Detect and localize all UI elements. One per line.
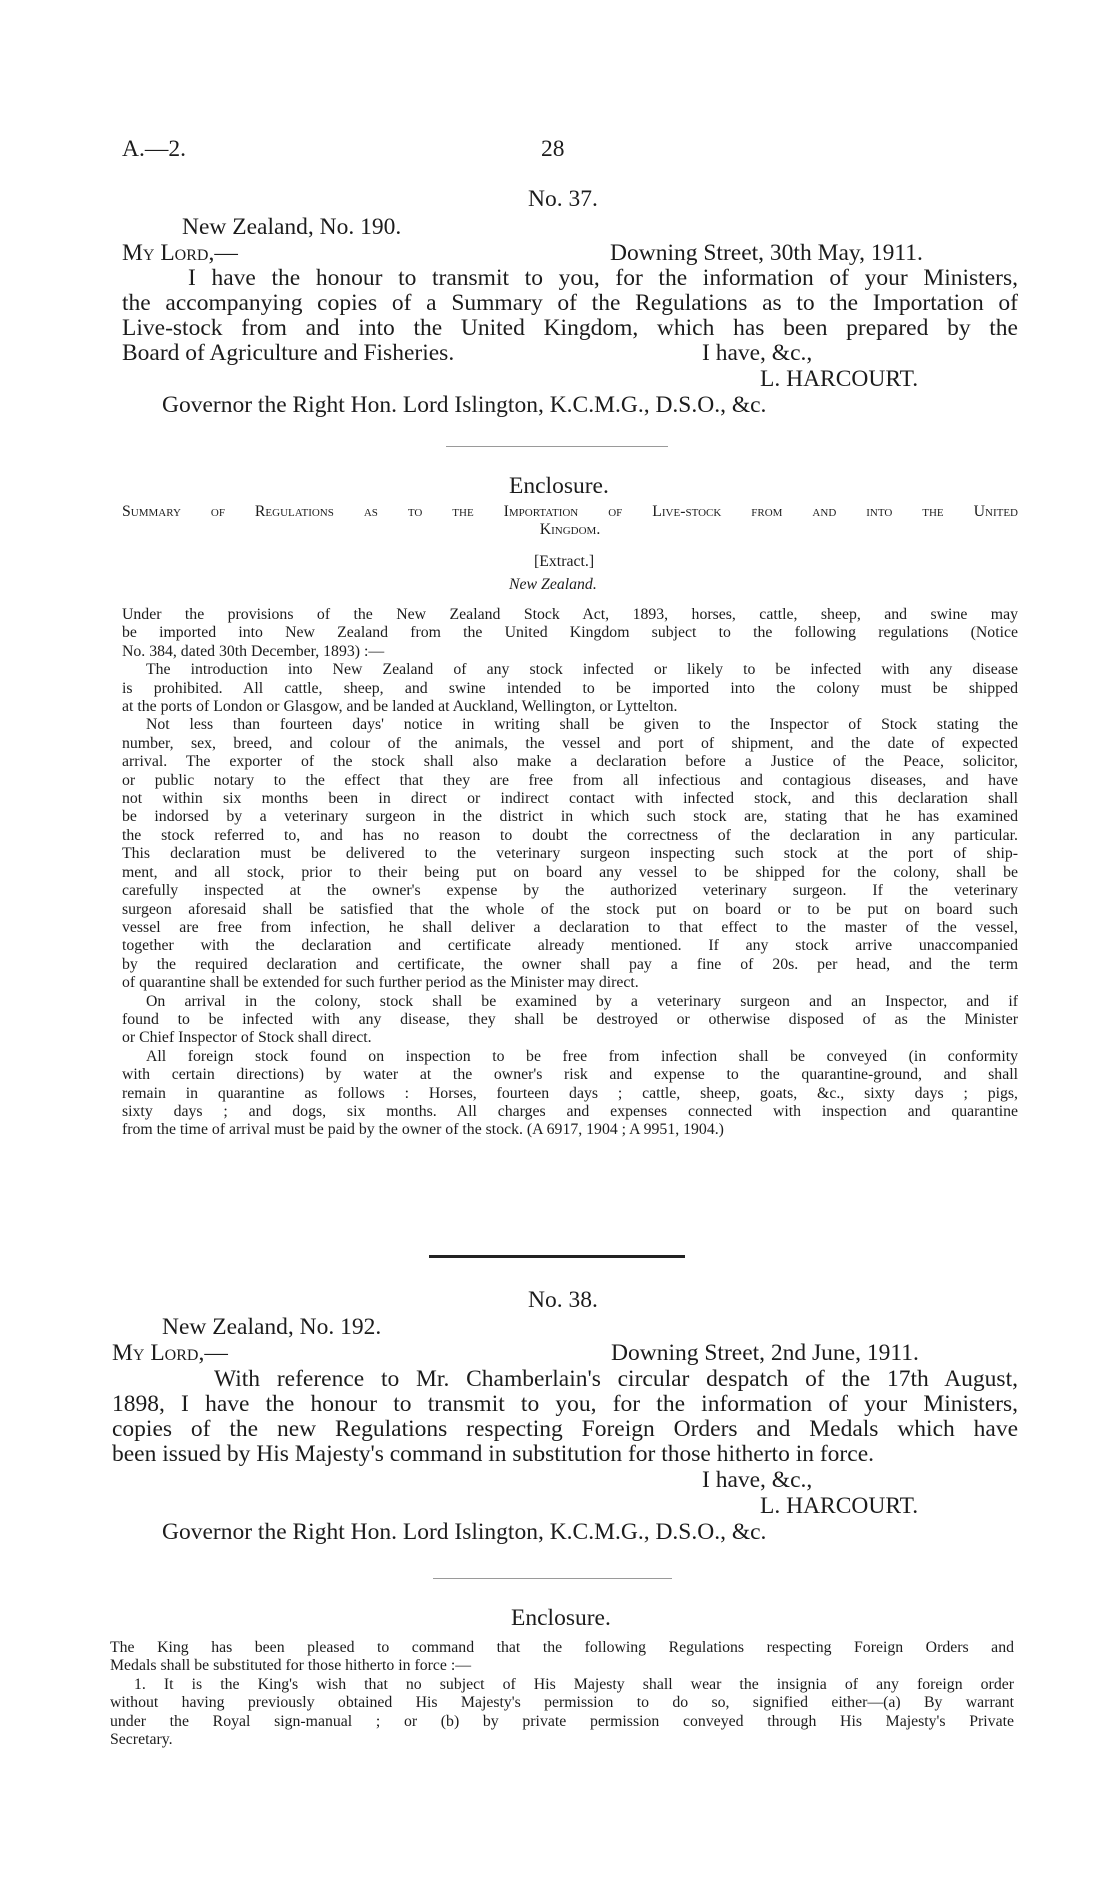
letter-37-addressee: Governor the Right Hon. Lord Islington, K.C.M.G., D.S.O., &c. bbox=[162, 392, 767, 418]
letter-37-signature: L. HARCOURT. bbox=[760, 366, 919, 392]
enclosure-1-heading: Enclosure. bbox=[509, 473, 609, 499]
letter-38-number: No. 38. bbox=[528, 1287, 598, 1313]
section-divider-thick bbox=[429, 1255, 685, 1258]
text-line: No. 384, dated 30th December, 1893) :— bbox=[122, 642, 385, 660]
page-number: 28 bbox=[541, 136, 565, 162]
text-line: Secretary. bbox=[110, 1731, 173, 1749]
letter-38-addressee: Governor the Right Hon. Lord Islington, K.C.M.G., D.S.O., &c. bbox=[162, 1519, 767, 1545]
enclosure-1-text bbox=[122, 606, 1018, 1140]
letter-38-body bbox=[112, 1367, 1018, 1442]
text-line: 1. It is the King's wish that no subject of His Majesty shall wear the insignia of any foreign order bbox=[134, 1675, 1014, 1693]
letter-38-signature: L. HARCOURT. bbox=[760, 1493, 919, 1519]
enclosure-2-text bbox=[110, 1639, 1014, 1749]
letter-38-last-line: been issued by His Majesty's command in substitution for those hitherto in force. bbox=[112, 1441, 874, 1467]
text-line: or Chief Inspector of Stock shall direct. bbox=[122, 1029, 372, 1047]
body-line: I have the honour to transmit to you, for the information of your Ministers, bbox=[188, 265, 1018, 291]
paragraph bbox=[122, 716, 1018, 992]
letter-37-last-line: Board of Agriculture and Fisheries. bbox=[122, 340, 455, 366]
letter-38-place-date: Downing Street, 2nd June, 1911. bbox=[611, 1340, 919, 1366]
text-line: All foreign stock found on inspection to be free from infection shall be conveyed (in conformity bbox=[146, 1047, 1018, 1065]
enclosure-1-subtitle: New Zealand. bbox=[509, 576, 597, 593]
text-line: from the time of arrival must be paid by the owner of the stock. (A 6917, 1904 ; A 9951, 1904.) bbox=[122, 1121, 724, 1139]
text-line: be imported into New Zealand from the United Kingdom subject to the following regulations (Notice bbox=[122, 624, 1018, 642]
paragraph bbox=[110, 1676, 1014, 1750]
paragraph bbox=[110, 1639, 1014, 1676]
text-line: remain in quarantine as follows : Horses, fourteen days ; cattle, sheep, goats, &c., sixty days ; pigs, bbox=[122, 1084, 1018, 1102]
document-reference: A.—2. bbox=[122, 136, 186, 162]
text-line: The King has been pleased to command that the following Regulations respecting Foreign Orders and bbox=[110, 1639, 1014, 1656]
text-line: This declaration must be delivered to the veterinary surgeon inspecting such stock at the port of ship- bbox=[122, 845, 1018, 863]
text-line: arrival. The exporter of the stock shall also make a declaration before a Justice of the Peace, solicitor, bbox=[122, 753, 1018, 771]
body-line: Live-stock from and into the United Kingdom, which has been prepared by the bbox=[122, 315, 1018, 341]
text-line: the stock referred to, and has no reason to doubt the correctness of the declaration in any particular. bbox=[122, 826, 1018, 844]
letter-37-ref: New Zealand, No. 190. bbox=[182, 214, 402, 240]
text-line: is prohibited. All cattle, sheep, and swine intended to be imported into the colony must be shipped bbox=[122, 679, 1018, 697]
letter-38-ref: New Zealand, No. 192. bbox=[162, 1314, 382, 1340]
text-line: not within six months been in direct or indirect contact with infected stock, and this declaration shall bbox=[122, 790, 1018, 808]
letter-38-salutation: My Lord,— bbox=[112, 1340, 228, 1366]
text-line: found to be infected with any disease, they shall be destroyed or otherwise disposed of as the Minister bbox=[122, 1010, 1018, 1028]
body-line: the accompanying copies of a Summary of the Regulations as to the Importation of bbox=[122, 290, 1018, 316]
text-line: Under the provisions of the New Zealand Stock Act, 1893, horses, cattle, sheep, and swine may bbox=[122, 606, 1018, 623]
letter-37-place-date: Downing Street, 30th May, 1911. bbox=[610, 240, 923, 266]
text-line: surgeon aforesaid shall be satisfied that the whole of the stock put on board or to be put on board such bbox=[122, 900, 1018, 918]
enclosure-2-heading: Enclosure. bbox=[511, 1605, 611, 1631]
text-line: The introduction into New Zealand of any stock infected or likely to be infected with any disease bbox=[146, 661, 1018, 679]
paragraph bbox=[122, 1048, 1018, 1140]
text-line: by the required declaration and certificate, the owner shall pay a fine of 20s. per head, and the term bbox=[122, 955, 1018, 973]
text-line: or public notary to the effect that they are free from all infectious and contagious diseases, and have bbox=[122, 771, 1018, 789]
section-divider bbox=[446, 446, 668, 447]
title-line: Kingdom. bbox=[539, 521, 601, 539]
text-line: ment, and all stock, prior to their being put on board any vessel to be shipped for the colony, shall be bbox=[122, 863, 1018, 881]
text-line: Not less than fourteen days' notice in writing shall be given to the Inspector of Stock stating the bbox=[146, 716, 1018, 734]
paragraph bbox=[122, 661, 1018, 716]
section-divider bbox=[433, 1578, 672, 1579]
text-line: at the ports of London or Glasgow, and be landed at Auckland, Wellington, or Lyttelton. bbox=[122, 698, 678, 716]
letter-37-closing: I have, &c., bbox=[702, 340, 813, 366]
enclosure-1-title bbox=[122, 503, 1018, 540]
text-line: together with the declaration and certificate already mentioned. If any stock arrive unaccompanied bbox=[122, 937, 1018, 955]
enclosure-1-extract: [Extract.] bbox=[534, 553, 595, 570]
text-line: with certain directions) by water at the owner's risk and expense to the quarantine-ground, and shall bbox=[122, 1066, 1018, 1084]
letter-37-body bbox=[122, 266, 1018, 341]
text-line: sixty days ; and dogs, six months. All charges and expenses connected with inspection and quarantine bbox=[122, 1102, 1018, 1120]
paragraph bbox=[122, 606, 1018, 661]
title-line: Summary of Regulations as to the Importation of Live-stock from and into the United bbox=[122, 503, 1018, 520]
letter-38-closing: I have, &c., bbox=[702, 1467, 813, 1493]
body-line: 1898, I have the honour to transmit to you, for the information of your Ministers, bbox=[112, 1391, 1018, 1417]
text-line: be indorsed by a veterinary surgeon in the district in which such stock are, stating that he has examined bbox=[122, 808, 1018, 826]
text-line: carefully inspected at the owner's expense by the authorized veterinary surgeon. If the veterinary bbox=[122, 882, 1018, 900]
text-line: without having previously obtained His Majesty's permission to do so, signified either—(a) By warrant bbox=[110, 1694, 1014, 1712]
text-line: On arrival in the colony, stock shall be examined by a veterinary surgeon and an Inspector, and if bbox=[146, 992, 1018, 1010]
text-line: vessel are free from infection, he shall deliver a declaration to that effect to the master of the vessel, bbox=[122, 918, 1018, 936]
paragraph bbox=[122, 993, 1018, 1048]
text-line: number, sex, breed, and colour of the animals, the vessel and port of shipment, and the date of expected bbox=[122, 734, 1018, 752]
body-line: With reference to Mr. Chamberlain's circular despatch of the 17th August, bbox=[214, 1366, 1018, 1392]
text-line: of quarantine shall be extended for such further period as the Minister may direct. bbox=[122, 974, 639, 992]
text-line: under the Royal sign-manual ; or (b) by private permission conveyed through His Majesty's Private bbox=[110, 1712, 1014, 1730]
letter-37-number: No. 37. bbox=[528, 186, 598, 212]
body-line: copies of the new Regulations respecting Foreign Orders and Medals which have bbox=[112, 1416, 1018, 1442]
text-line: Medals shall be substituted for those hitherto in force :— bbox=[110, 1657, 472, 1675]
letter-37-salutation: My Lord,— bbox=[122, 240, 238, 266]
